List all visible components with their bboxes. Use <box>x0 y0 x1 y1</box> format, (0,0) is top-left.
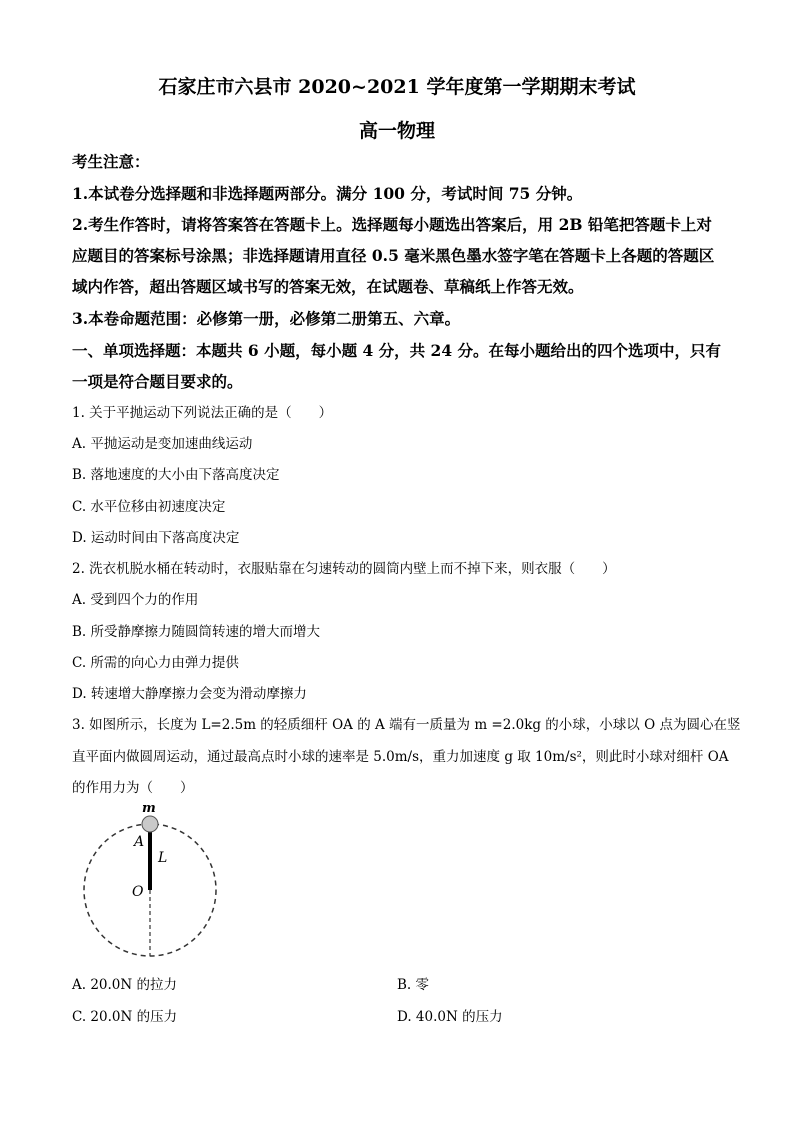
notice-item-2: 2.考生作答时，请将答案答在答题卡上。选择题每小题选出答案后，用 2B 铅笔把答题卡上对 <box>72 215 712 234</box>
question-2-option-c: C. 所需的向心力由弹力提供 <box>72 655 239 671</box>
question-1-option-d: D. 运动时间由下落高度决定 <box>72 530 240 546</box>
section-heading-cont: 一项是符合题目要求的。 <box>72 372 243 391</box>
question-3-option-c: C. 20.0N 的压力 <box>72 1009 178 1025</box>
notice-item-1: 1.本试卷分选择题和非选择题两部分。满分 100 分，考试时间 75 分钟。 <box>72 184 583 203</box>
exam-title: 石家庄市六县市 2020~2021 学年度第一学期期末考试 <box>158 76 636 98</box>
question-2-option-a: A. 受到四个力的作用 <box>72 592 199 608</box>
exam-subject: 高一物理 <box>358 120 435 142</box>
question-3-stem: 3. 如图所示，长度为 L=2.5m 的轻质细杆 OA 的 A 端有一质量为 m =2.0kg 的小球，小球以 O 点为圆心在竖 <box>72 717 741 733</box>
question-2-stem: 2. 洗衣机脱水桶在转动时，衣服贴靠在匀速转动的圆筒内壁上而不掉下来，则衣服（ ） <box>72 561 616 577</box>
notice-heading: 考生注意： <box>72 152 150 171</box>
question-1-stem: 1. 关于平抛运动下列说法正确的是（ ） <box>72 405 333 421</box>
ball <box>142 816 158 832</box>
question-3-option-d: D. 40.0N 的压力 <box>397 1009 503 1025</box>
notice-item-2-cont: 应题目的答案标号涂黑；非选择题请用直径 0.5 毫米黑色墨水签字笔在答题卡上各题的答题区 <box>72 246 715 265</box>
question-3-option-a: A. 20.0N 的拉力 <box>72 977 177 993</box>
question-1-option-a: A. 平抛运动是变加速曲线运动 <box>72 436 253 452</box>
section-heading: 一、单项选择题：本题共 6 小题，每小题 4 分，共 24 分。在每小题给出的四个选项中，只有 <box>72 341 722 360</box>
label-m: m <box>142 801 156 816</box>
label-l: L <box>158 850 168 866</box>
question-2-option-b: B. 所受静摩擦力随圆筒转速的增大而增大 <box>72 624 321 640</box>
notice-item-2-cont2: 域内作答，超出答题区域书写的答案无效，在试题卷、草稿纸上作答无效。 <box>72 277 584 296</box>
circular-motion-figure <box>76 800 226 965</box>
label-a: A <box>134 834 145 850</box>
question-3-option-b: B. 零 <box>397 977 430 993</box>
question-1-option-b: B. 落地速度的大小由下落高度决定 <box>72 467 280 483</box>
question-1-option-c: C. 水平位移由初速度决定 <box>72 499 226 515</box>
notice-item-3: 3.本卷命题范围：必修第一册，必修第二册第五、六章。 <box>72 309 461 328</box>
question-3-stem-cont: 直平面内做圆周运动，通过最高点时小球的速率是 5.0m/s，重力加速度 g 取 10m/s²，则此时小球对细杆 OA <box>72 749 729 765</box>
question-2-option-d: D. 转速增大静摩擦力会变为滑动摩擦力 <box>72 686 307 702</box>
label-o: O <box>132 884 144 900</box>
question-3-stem-cont2: 的作用力为（ ） <box>72 780 194 796</box>
